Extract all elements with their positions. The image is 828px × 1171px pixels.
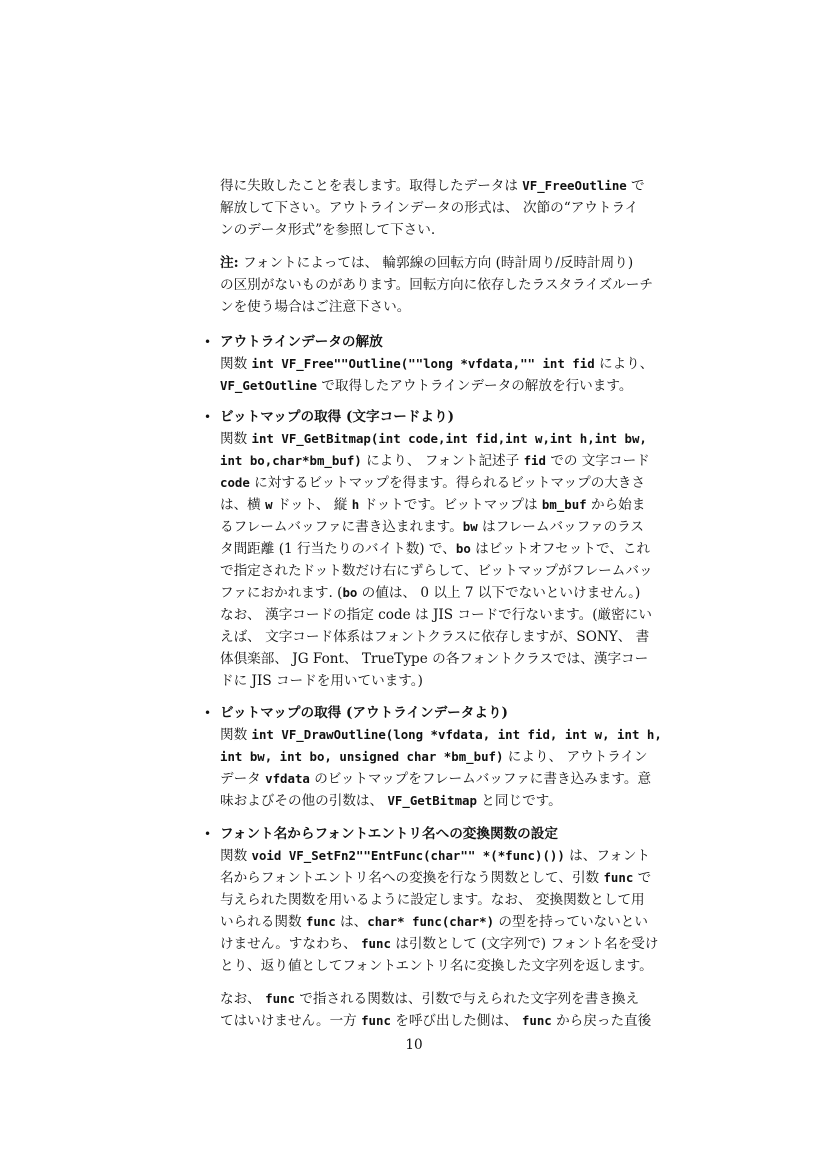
body-line: ファにおかれます. (bo の値は、 0 以上 7 以下でないといけません。) (220, 585, 641, 601)
body-line: 関数 int VF_GetBitmap(int code,int fid,int w,int h,int bw, (220, 431, 647, 447)
body-line: データ vfdata のビットマップをフレームバッファに書き込みます。意 (220, 771, 652, 787)
section-title: アウトラインデータの解放 (220, 334, 383, 350)
section-title: ビットマップの取得 (文字コードより) (220, 409, 455, 425)
body-line: 解放して下さい。アウトラインデータの形式は、 次節の“アウトライ (220, 200, 639, 216)
body-line: いられる関数 func は、char* func(char*) の型を持っていないとい (220, 914, 648, 930)
body-line: るフレームバッファに書き込まれます。bw はフレームバッファのラス (220, 519, 644, 535)
note-label: 注: (220, 255, 239, 271)
body-line: VF_GetOutline で取得したアウトラインデータの解放を行います。 (220, 378, 633, 394)
section-title: ビットマップの取得 (アウトラインデータより) (220, 705, 508, 721)
note-line: ンを使う場合はご注意下さい。 (220, 299, 411, 315)
bullet-icon: • (204, 335, 212, 349)
body-line: とり、返り値としてフォントエントリ名に変換した文字列を返します。 (220, 958, 653, 974)
body-line: 関数 int VF_Free""Outline(""long *vfdata,"" int fid により、 (220, 356, 654, 372)
body-line: 味およびその他の引数は、 VF_GetBitmap と同じです。 (220, 793, 562, 809)
body-line: えば、 文字コード体系はフォントクラスに依存しますが、SONY、 書 (220, 629, 650, 645)
body-line: なお、 漢字コードの指定 code は JIS コードで行ないます。(厳密にい (220, 607, 652, 623)
body-line: 名からフォントエントリ名への変換を行なう関数として、引数 func で (220, 870, 652, 886)
body-line: ンのデータ形式”を参照して下さい. (220, 222, 436, 238)
body-line: 関数 void VF_SetFn2""EntFunc(char"" *(*func)()) は、フォント (220, 848, 651, 864)
body-line: タ間距離 (1 行当たりのバイト数) で、bo はビットオフセットで、これ (220, 541, 651, 557)
note-line: の区別がないものがあります。回転方向に依存したラスタライズルーチ (220, 277, 653, 293)
section-title: フォント名からフォントエントリ名への変換関数の設定 (220, 826, 558, 842)
body-line: けません。すなわち、 func は引数として (文字列で) フォント名を受け (220, 936, 659, 952)
body-line: 体倶楽部、 JG Font、 TrueType の各フォントクラスでは、漢字コー (220, 651, 649, 667)
body-line: で指定されたドット数だけ右にずらして、ビットマップがフレームバッ (220, 563, 653, 579)
body-line: は、横 w ドット、 縦 h ドットです。ビットマップは bm_buf から始ま (220, 497, 646, 513)
body-line: なお、 func で指される関数は、引数で与えられた文字列を書き換え (220, 991, 640, 1007)
note-line: 注: フォントによっては、 輪郭線の回転方向 (時計周り/反時計周り) (220, 255, 634, 271)
page-number: 10 (405, 1037, 423, 1053)
bullet-icon: • (204, 410, 212, 424)
body-line: 得に失敗したことを表します。取得したデータは VF_FreeOutline で (220, 178, 645, 194)
body-line: 関数 int VF_DrawOutline(long *vfdata, int fid, int w, int h, (220, 727, 662, 743)
body-line: ドに JIS コードを用いています。) (220, 673, 423, 689)
body-line: int bw, int bo, unsigned char *bm_buf) により、 アウトライン (220, 749, 648, 765)
body-line: int bo,char*bm_buf) により、 フォント記述子 fid での 文字コード (220, 453, 650, 469)
body-line: てはいけません。一方 func を呼び出した側は、 func から戻った直後 (220, 1013, 652, 1029)
body-line: 与えられた関数を用いるように設定します。なお、 変換関数として用 (220, 892, 645, 908)
bullet-icon: • (204, 706, 212, 720)
body-line: code に対するビットマップを得ます。得られるビットマップの大きさ (220, 475, 646, 491)
bullet-icon: • (204, 827, 212, 841)
